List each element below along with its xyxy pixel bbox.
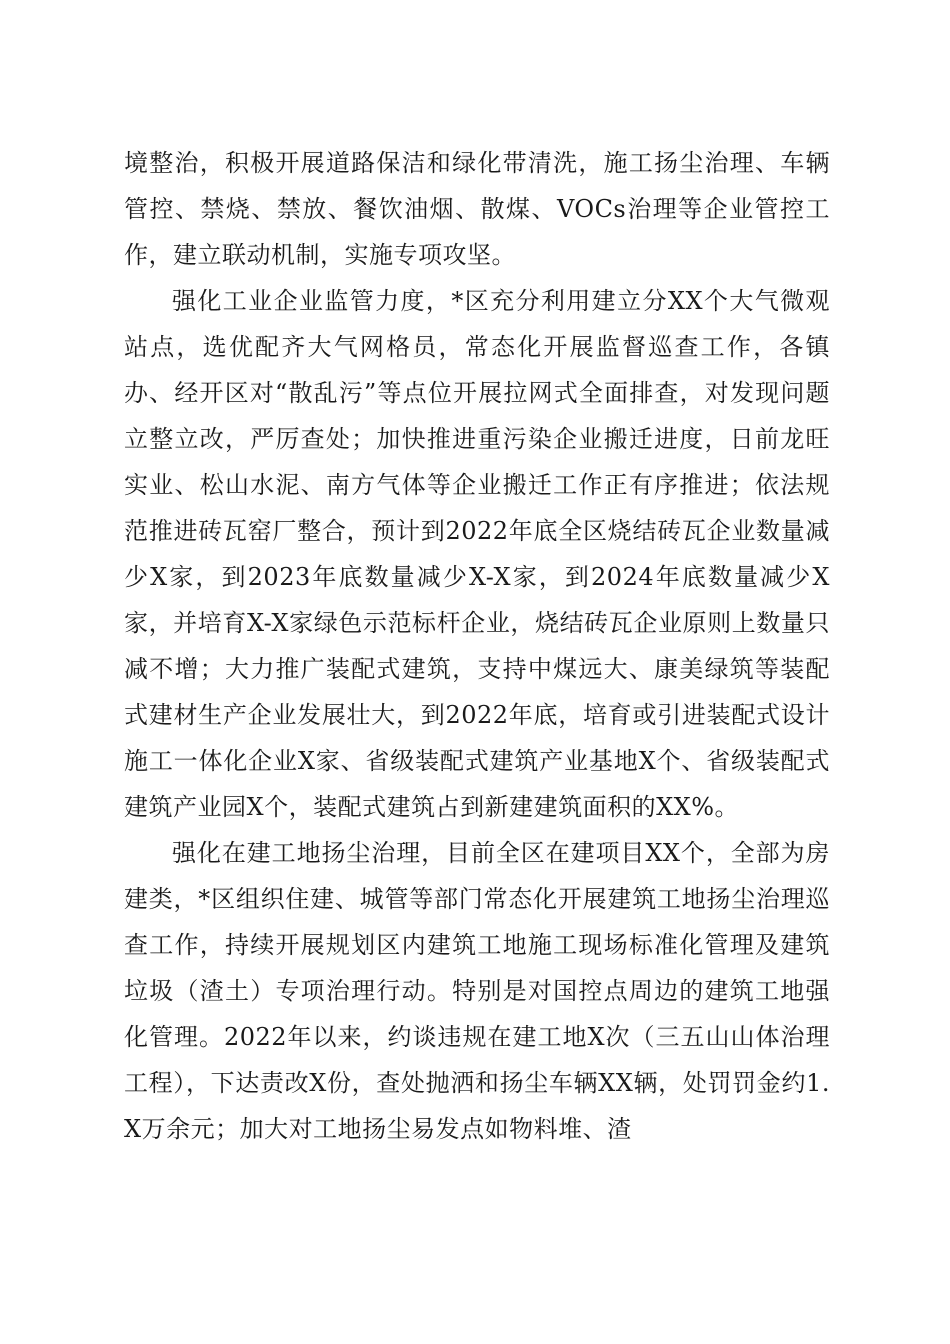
paragraph-continuation: 境整治，积极开展道路保洁和绿化带清洗，施工扬尘治理、车辆管控、禁烧、禁放、餐饮油烟、散煤、VOCs治理等企业管控工作，建立联动机制，实施专项攻坚。 (124, 149, 830, 269)
paragraph-industrial-supervision: 强化工业企业监管力度，*区充分利用建立分XX个大气微观站点，选优配齐大气网格员，常态化开展监督巡查工作，各镇办、经开区对“散乱污”等点位开展拉网式全面排查，对发现问题立整立改，严厉查处；加快推进重污染企业搬迁进度，日前龙旺实业、松山水泥、南方气体等企业搬迁工作正有序推进；依法规范推进砖瓦窑厂整合，预计到2022年底全区烧结砖瓦企业数量减少X家，到2023年底数量减少X-X家，到2024年底数量减少X家，并培育X-X家绿色示范标杆企业，烧结砖瓦企业原则上数量只减不增；大力推广装配式建筑，支持中煤远大、康美绿筑等装配式建材生产企业发展壮大，到2022年底，培育或引进装配式设计施工一体化企业X家、省级装配式建筑产业基地X个、省级装配式建筑产业园X个，装配式建筑占到新建建筑面积的XX%。 (124, 287, 830, 821)
paragraph-construction-dust: 强化在建工地扬尘治理，目前全区在建项目XX个，全部为房建类，*区组织住建、城管等部门常态化开展建筑工地扬尘治理巡查工作，持续开展规划区内建筑工地施工现场标准化管理及建筑垃圾（渣土）专项治理行动。特别是对国控点周边的建筑工地强化管理。2022年以来，约谈违规在建工地X次（三五山山体治理工程），下达责改X份，查处抛洒和扬尘车辆XX辆，处罚罚金约1.X万余元；加大对工地扬尘易发点如物料堆、渣 (124, 839, 830, 1143)
document-body (124, 140, 830, 1152)
